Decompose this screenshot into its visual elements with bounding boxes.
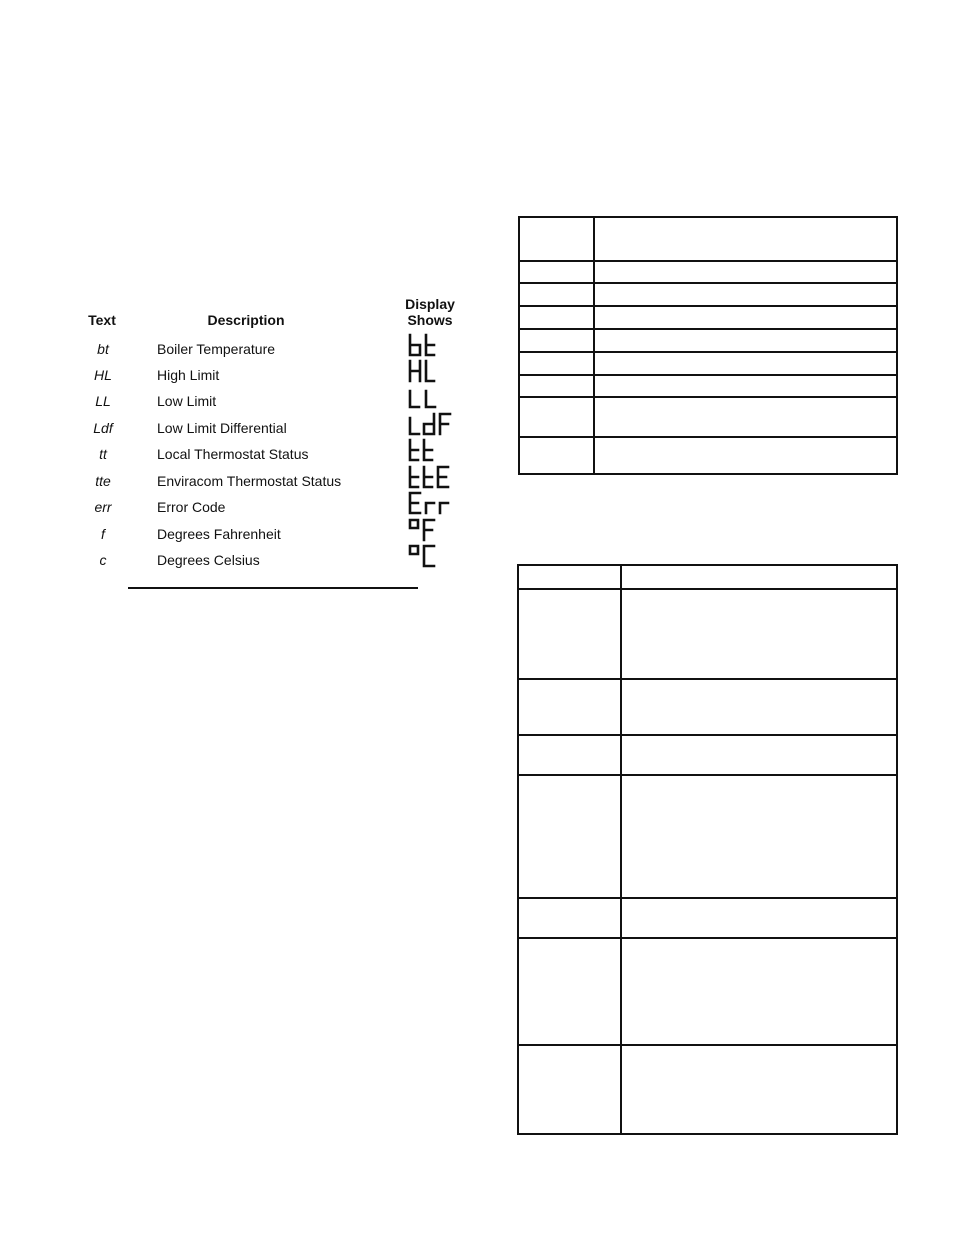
seven-segment-bt-icon xyxy=(406,333,458,359)
table-column-divider xyxy=(620,566,622,1133)
column-header-display-line1: Display xyxy=(405,296,455,312)
table-row-divider xyxy=(519,678,896,680)
legend-abbr: HL xyxy=(94,367,112,383)
legend-abbr: LL xyxy=(95,393,111,409)
legend-row xyxy=(0,552,480,576)
column-header-description: Description xyxy=(207,312,285,328)
legend-description: Boiler Temperature xyxy=(157,341,276,357)
column-header-text: Text xyxy=(88,312,116,328)
legend-description: Low Limit xyxy=(157,393,217,409)
table-row-divider xyxy=(519,1044,896,1046)
column-header-display-line2: Shows xyxy=(407,312,453,328)
legend-abbr: c xyxy=(99,552,107,568)
table-row-divider xyxy=(519,774,896,776)
seven-segment-degrees-f-icon xyxy=(406,518,458,544)
legend-description: Degrees Fahrenheit xyxy=(157,526,281,542)
table-row-divider xyxy=(520,374,896,376)
seven-segment-ldf-icon xyxy=(406,412,458,438)
legend-description: Low Limit Differential xyxy=(157,420,287,436)
upper-table xyxy=(518,216,898,475)
table-row-divider xyxy=(519,897,896,899)
table-row-divider xyxy=(520,305,896,307)
table-column-divider xyxy=(593,218,595,473)
legend-abbr: bt xyxy=(97,341,109,357)
legend-description: High Limit xyxy=(157,367,220,383)
legend-abbr: err xyxy=(94,499,112,515)
seven-segment-hl-icon xyxy=(406,359,458,385)
legend-description: Enviracom Thermostat Status xyxy=(157,473,342,489)
seven-segment-tte-icon xyxy=(406,465,458,491)
legend-description: Degrees Celsius xyxy=(157,552,260,568)
table-row-divider xyxy=(520,328,896,330)
legend-abbr: tte xyxy=(95,473,111,489)
column-header-display-shows xyxy=(396,296,464,328)
table-row-divider xyxy=(519,937,896,939)
legend-bottom-rule xyxy=(128,587,418,589)
table-row-divider xyxy=(520,396,896,398)
legend-abbr: f xyxy=(101,526,105,542)
table-row-divider xyxy=(520,260,896,262)
seven-segment-tt-icon xyxy=(406,438,458,464)
seven-segment-err-icon xyxy=(406,491,458,517)
legend-description: Error Code xyxy=(157,499,226,515)
table-row-divider xyxy=(519,734,896,736)
legend-abbr: tt xyxy=(99,446,107,462)
table-row-divider xyxy=(519,588,896,590)
seven-segment-degrees-c-icon xyxy=(406,544,458,570)
table-row-divider xyxy=(520,282,896,284)
seven-segment-ll-icon xyxy=(406,385,458,411)
table-row-divider xyxy=(520,436,896,438)
legend-description: Local Thermostat Status xyxy=(157,446,309,462)
lower-table xyxy=(517,564,898,1135)
legend-abbr: Ldf xyxy=(93,420,113,436)
table-row-divider xyxy=(520,351,896,353)
display-legend-table xyxy=(0,0,480,600)
